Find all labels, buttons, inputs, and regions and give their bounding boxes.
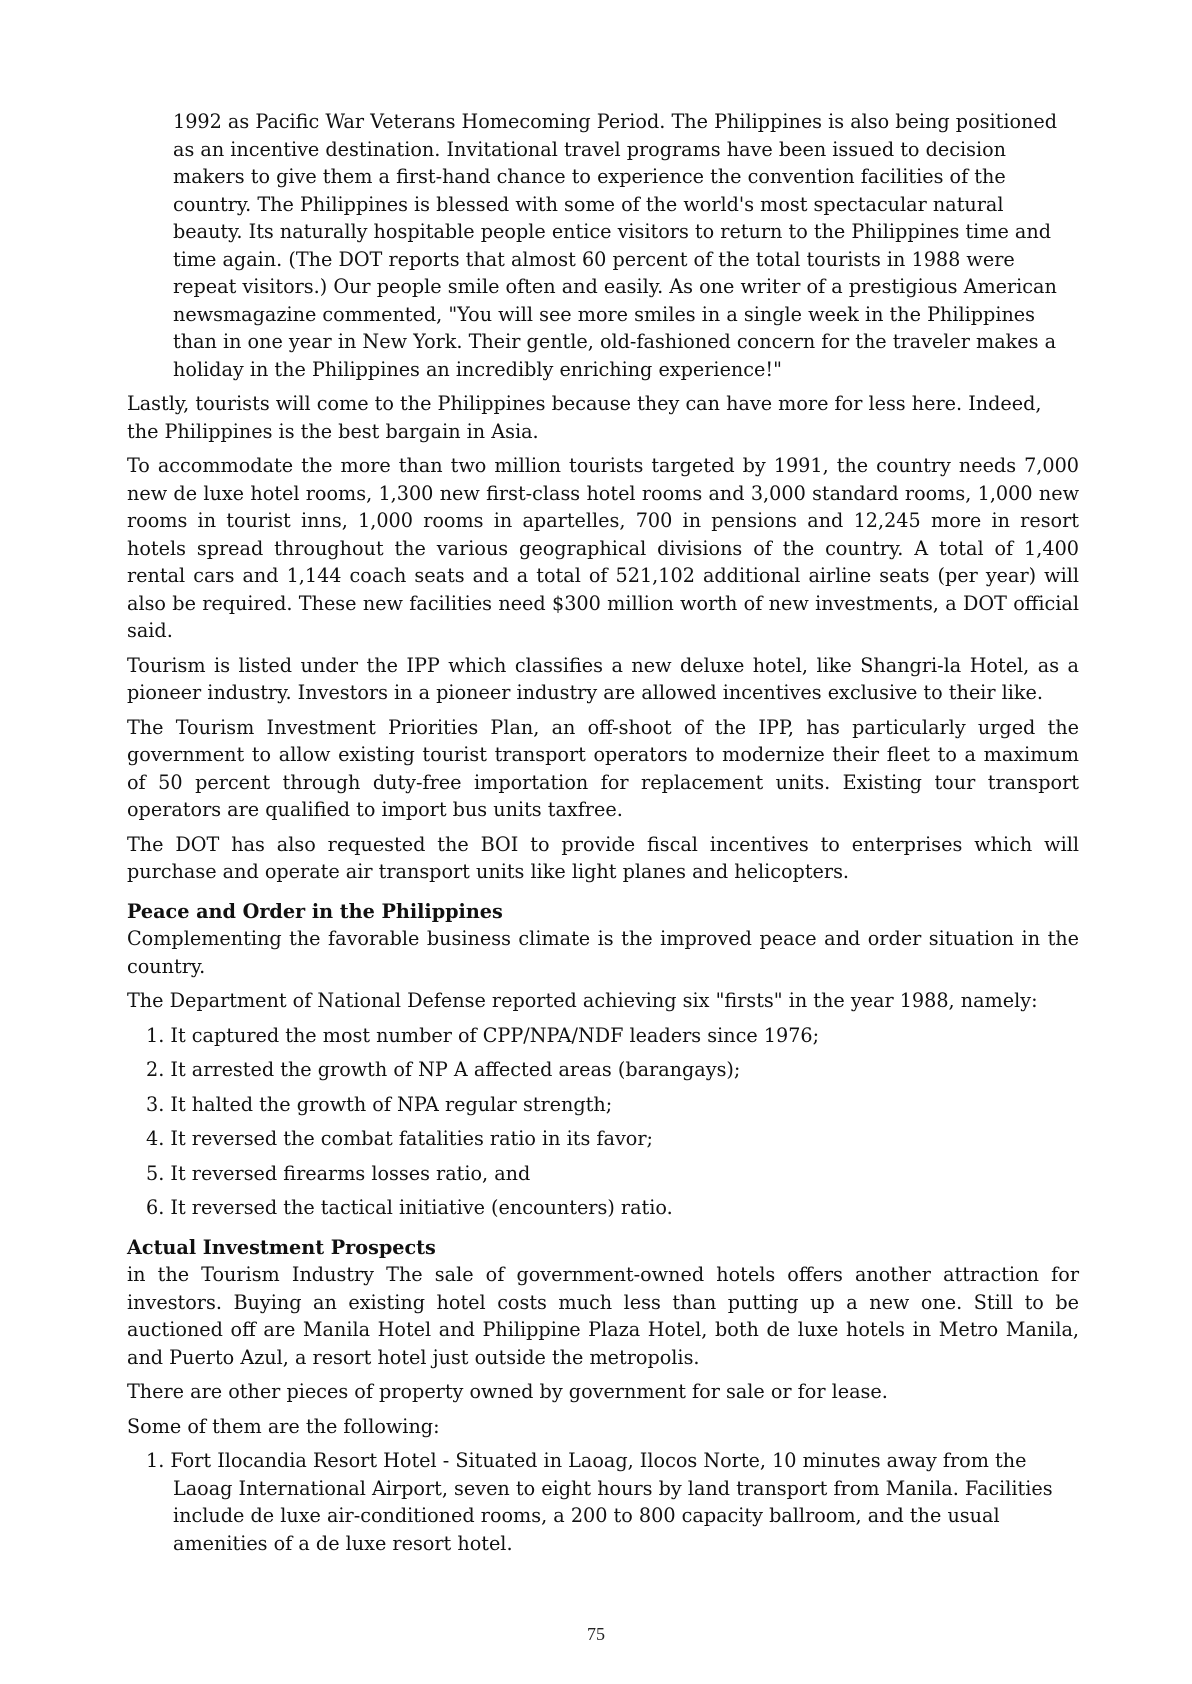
page-number: 75	[587, 1624, 605, 1644]
heading-investment-prospects: Actual Investment Prospects	[127, 1235, 436, 1259]
paragraph-dot-boi: The DOT has also requested the BOI to provide fiscal incentives to enterprises which will purchase and operate air transport units like light planes and helicopters.	[127, 832, 1079, 883]
properties-list	[127, 1447, 1079, 1557]
paragraph-other-property: There are other pieces of property owned by government for sale or for lease.	[127, 1380, 888, 1403]
heading-peace-and-order: Peace and Order in the Philippines	[127, 899, 503, 923]
paragraph-defense-lead: The Department of National Defense reported achieving six "firsts" in the year 1988, namely:	[127, 989, 1038, 1012]
paragraph-some-of-them: Some of them are the following:	[127, 1414, 440, 1438]
paragraph-investment-priorities: The Tourism Investment Priorities Plan, an off-shoot of the IPP, has particularly urged the government to allow existing tourist transport operators to modernize their fleet to a maximum of 50 percent through duty-free importation for replacement units. Existing tour transport operators are qualified to import bus units taxfree.	[127, 715, 1079, 821]
list-item: 1. Fort Ilocandia Resort Hotel - Situated in Laoag, Ilocos Norte, 10 minutes away from the Laoag International Airport, seven to eight hours by land transport from Manila. Facilities include de luxe air-conditioned rooms, a 200 to 800 capacity ballroom, and the usual amenities of a de luxe resort hotel.	[146, 1449, 1053, 1555]
opening-block-quote: 1992 as Pacific War Veterans Homecoming Period. The Philippines is also being positioned as an incentive destination. Invitational travel programs have been issued to decision makers to give them a first-hand chance to experience the convention facilities of the country. The Philippines is blessed with some of the world's most spectacular natural beauty. Its naturally hospitable people entice visitors to return to the Philippines time and time again. (The DOT reports that almost 60 percent of the total tourists in 1988 were repeat visitors.) Our people smile often and easily. As one writer of a prestigious American newsmagazine commented, "You will see more smiles in a single week in the Philippines than in one year in New York. Their gentle, old-fashioned concern for the traveler makes a holiday in the Philippines an incredibly enriching experience!"	[173, 110, 1057, 381]
document-page	[127, 108, 1079, 1557]
list-item: 3. It halted the growth of NPA regular strength;	[146, 1092, 613, 1116]
list-item: 6. It reversed the tactical initiative (encounters) ratio.	[146, 1196, 673, 1219]
firsts-list	[127, 1022, 1079, 1222]
list-item: 5. It reversed firearms losses ratio, and	[146, 1161, 531, 1185]
list-item: 1. It captured the most number of CPP/NPA/NDF leaders since 1976;	[146, 1023, 820, 1047]
list-item: 4. It reversed the combat fatalities ratio in its favor;	[146, 1127, 653, 1150]
paragraph-bargain: Lastly, tourists will come to the Philippines because they can have more for less here. Indeed, the Philippines is the best bargain in Asia.	[127, 392, 1042, 443]
paragraph-accommodation-needs: To accommodate the more than two million tourists targeted by 1991, the country needs 7,000 new de luxe hotel rooms, 1,300 new first-class hotel rooms and 3,000 standard rooms, 1,000 new rooms in tourist inns, 1,000 rooms in apartelles, 700 in pensions and 12,245 more in resort hotels spread throughout the various geographical divisions of the country. A total of 1,400 rental cars and 1,144 coach seats and a total of 521,102 additional airline seats (per year) will also be required. These new facilities need $300 million worth of new investments, a DOT official said.	[127, 454, 1079, 642]
paragraph-government-hotels: in the Tourism Industry The sale of government-owned hotels offers another attraction for investors. Buying an existing hotel costs much less than putting up a new one. Still to be auctioned off are Manila Hotel and Philippine Plaza Hotel, both de luxe hotels in Metro Manila, and Puerto Azul, a resort hotel just outside the metropolis.	[127, 1263, 1079, 1369]
paragraph-peace-intro: Complementing the favorable business climate is the improved peace and order situation in the country.	[127, 927, 1079, 978]
paragraph-ipp-pioneer: Tourism is listed under the IPP which classifies a new deluxe hotel, like Shangri-la Hotel, as a pioneer industry. Investors in a pioneer industry are allowed incentives exclusive to their like.	[127, 653, 1079, 704]
list-item: 2. It arrested the growth of NP A affected areas (barangays);	[146, 1058, 741, 1081]
